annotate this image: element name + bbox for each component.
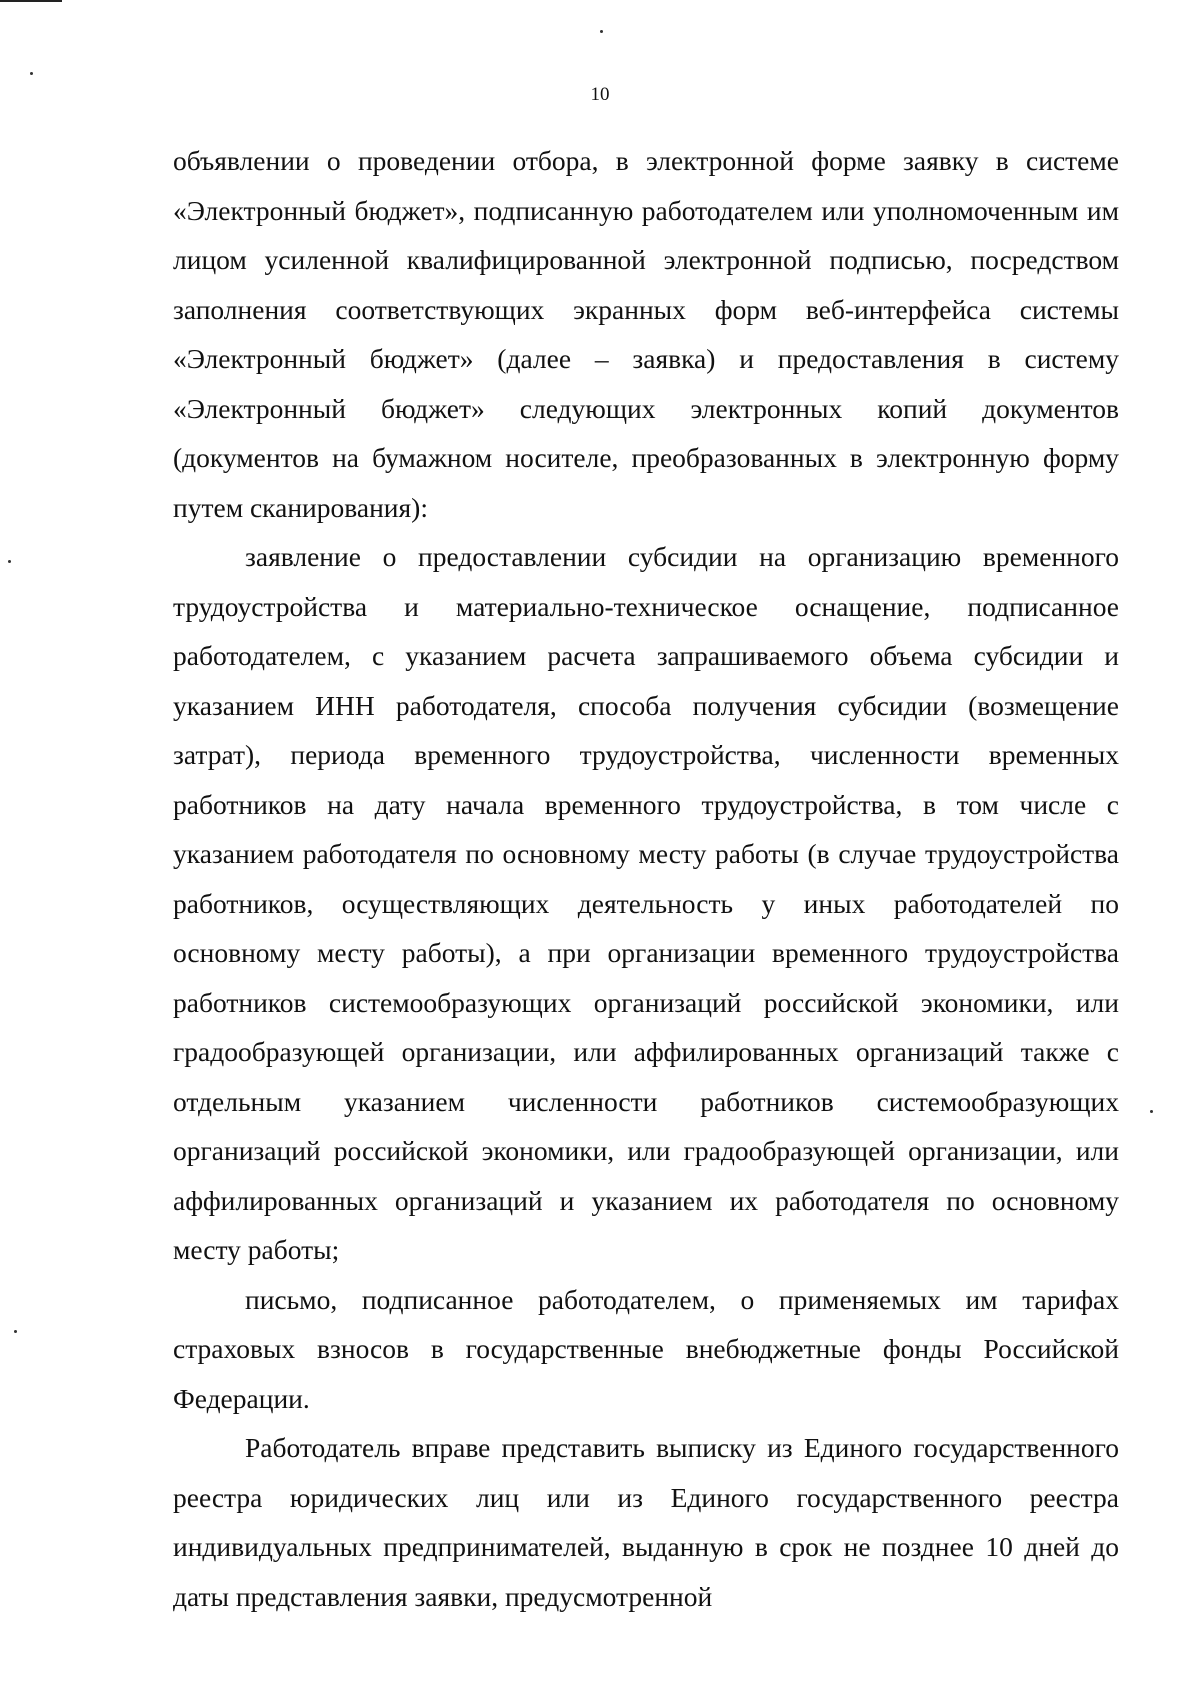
scan-speck: [600, 30, 603, 33]
document-body: [173, 136, 1119, 1621]
scan-speck: [30, 72, 33, 75]
paragraph-4: Работодатель вправе представить выписку из Единого государственного реестра юридических лиц или из Единого государственного реестра индивидуальных предпринимателей, выданную в срок не позднее 10 дней до даты представления заявки, предусмотренной: [173, 1432, 1119, 1612]
scan-speck: [14, 1330, 17, 1333]
scan-speck: [1150, 1110, 1153, 1113]
scan-edge-mark: [0, 0, 62, 2]
paragraph-3: письмо, подписанное работодателем, о применяемых им тарифах страховых взносов в государственные внебюджетные фонды Российской Федерации.: [173, 1283, 1119, 1414]
paragraph-2: заявление о предоставлении субсидии на организацию временного трудоустройства и материально-техническое оснащение, подписанное работодателем, с указанием расчета запрашиваемого объема субсидии и указанием ИНН работодателя, способа получения субсидии (возмещение затрат), периода временного трудоустройства, численности временных работников на дату начала временного трудоустройства, в том числе с указанием работодателя по основному месту работы (в случае трудоустройства работников, осуществляющих деятельность у иных работодателей по основному месту работы), а при организации временного трудоустройства работников системообразующих организаций российской экономики, или градообразующей организации, или аффилированных организаций также с отдельным указанием численности работников системообразующих организаций российской экономики, или градообразующей организации, или аффилированных организаций и указанием их работодателя по основному месту работы;: [173, 541, 1119, 1265]
paragraph-1: объявлении о проведении отбора, в электронной форме заявку в системе «Электронный бюджет», подписанную работодателем или уполномоченным им лицом усиленной квалифицированной электронной подписью, посредством заполнения соответствующих экранных форм веб-интерфейса системы «Электронный бюджет» (далее – заявка) и предоставления в систему «Электронный бюджет» следующих электронных копий документов (документов на бумажном носителе, преобразованных в электронную форму путем сканирования):: [173, 145, 1119, 523]
page-number: 10: [590, 84, 610, 105]
scan-speck: [8, 560, 11, 563]
